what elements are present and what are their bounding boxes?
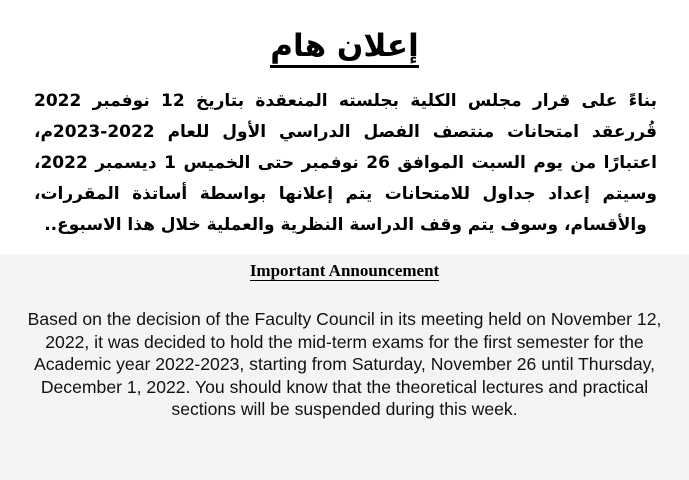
english-body: Based on the decision of the Faculty Council in its meeting held on November 12, 2022, it was decided to hold the mid-term exams for the first semester for the Academic year 2022-2023, starting from Saturday, November 26 until Thursday, December 1, 2022. You should know that the theoretical lectures and practical sections will be suspended during this week. [27, 309, 662, 419]
english-announcement [0, 254, 689, 480]
arabic-title-text: إعلان هام [270, 28, 418, 68]
arabic-title [0, 26, 689, 66]
arabic-body: بناءً على قرار مجلس الكلية بجلسته المنعقدة بتاريخ 12 نوفمبر 2022 قُررعقد امتحانات منتصف الفصل الدراسي الأول للعام 2022-2023م، اعتبارًا من يوم السبت الموافق 26 نوفمبر حتى الخميس 1 ديسمبر 2022، وسيتم إعداد جداول للامتحانات يتم إعلانها بواسطة أساتذة المقررات، والأقسام، وسوف يتم وقف الدراسة النظرية والعملية خلال هذا الاسبوع.. [34, 91, 658, 235]
english-title [0, 260, 689, 282]
english-title-text: Important Announcement [249, 261, 440, 280]
